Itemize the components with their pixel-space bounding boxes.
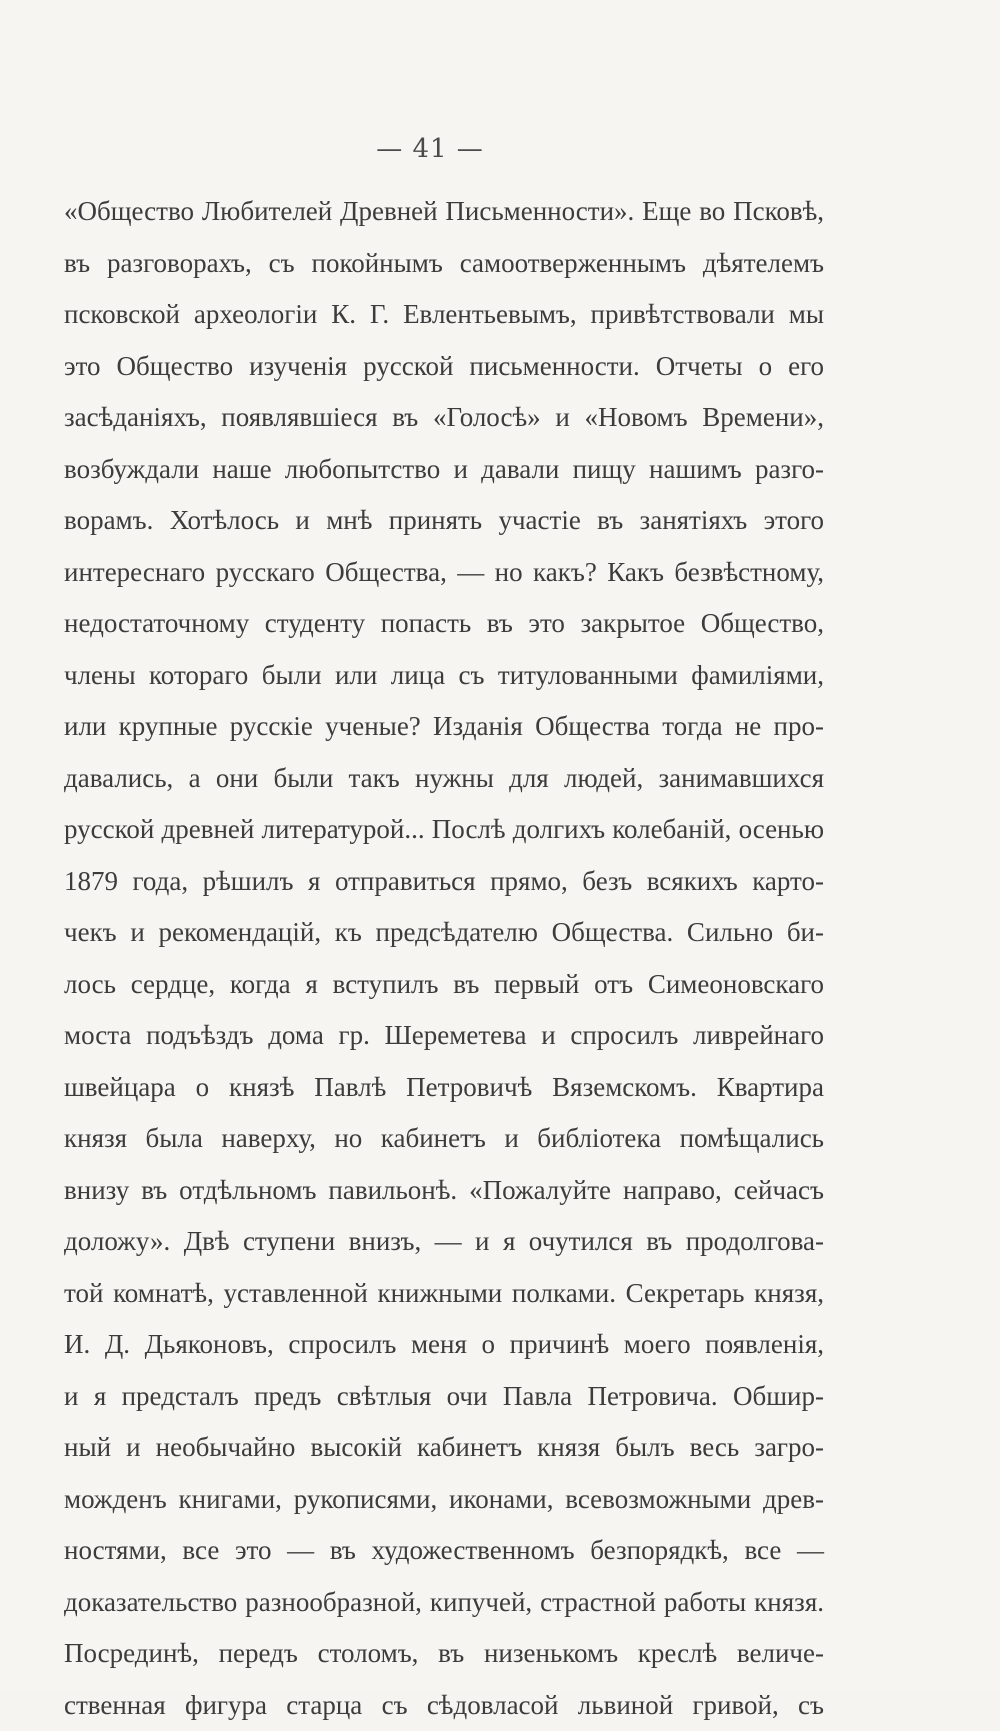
text-line: 1879 года, рѣшилъ я отправиться прямо, безъ всякихъ карто-: [64, 856, 824, 908]
text-line: ностями, все это — въ художественномъ безпорядкѣ, все —: [64, 1525, 824, 1577]
text-line: лось сердце, когда я вступилъ въ первый отъ Симеоновскаго: [64, 959, 824, 1011]
body-text: [64, 186, 824, 1731]
text-line: интереснаго русскаго Общества, — но какъ? Какъ безвѣстному,: [64, 547, 824, 599]
text-line: недостаточному студенту попасть въ это закрытое Общество,: [64, 598, 824, 650]
text-line: И. Д. Дьяконовъ, спросилъ меня о причинѣ моего появленія,: [64, 1319, 824, 1371]
text-line: или крупные русскіе ученые? Изданія Общества тогда не про-: [64, 701, 824, 753]
text-line: засѣданіяхъ, появлявшіеся въ «Голосѣ» и «Новомъ Времени»,: [64, 392, 824, 444]
text-line: внизу въ отдѣльномъ павильонѣ. «Пожалуйте направо, сейчасъ: [64, 1165, 824, 1217]
text-line: русской древней литературой... Послѣ долгихъ колебаній, осенью: [64, 804, 824, 856]
text-line: и я предсталъ предъ свѣтлыя очи Павла Петровича. Обшир-: [64, 1371, 824, 1423]
text-line: давались, а они были такъ нужны для людей, занимавшихся: [64, 753, 824, 805]
text-line: ственная фигура старца съ сѣдовласой львиной гривой, съ: [64, 1680, 824, 1731]
text-line: чекъ и рекомендацій, къ предсѣдателю Общества. Сильно би-: [64, 907, 824, 959]
text-line: возбуждали наше любопытство и давали пищу нашимъ разго-: [64, 444, 824, 496]
text-line: псковской археологіи К. Г. Евлентьевымъ, привѣтствовали мы: [64, 289, 824, 341]
text-line: члены котораго были или лица съ титулованными фамиліями,: [64, 650, 824, 702]
text-line: ворамъ. Хотѣлось и мнѣ принять участіе въ занятіяхъ этого: [64, 495, 824, 547]
page-number: — 41 —: [0, 134, 860, 164]
text-line: «Общество Любителей Древней Письменности». Еще во Псковѣ,: [64, 186, 824, 238]
text-line: князя была наверху, но кабинетъ и библіотека помѣщались: [64, 1113, 824, 1165]
text-line: той комнатѣ, уставленной книжными полками. Секретарь князя,: [64, 1268, 824, 1320]
text-line: доложу». Двѣ ступени внизъ, — и я очутился въ продолгова-: [64, 1216, 824, 1268]
text-line: швейцара о князѣ Павлѣ Петровичѣ Вяземскомъ. Квартира: [64, 1062, 824, 1114]
text-line: можденъ книгами, рукописями, иконами, всевозможными древ-: [64, 1474, 824, 1526]
text-line: это Общество изученія русской письменности. Отчеты о его: [64, 341, 824, 393]
text-line: доказательство разнообразной, кипучей, страстной работы князя.: [64, 1577, 824, 1629]
text-line: въ разговорахъ, съ покойнымъ самоотверженнымъ дѣятелемъ: [64, 238, 824, 290]
text-line: моста подъѣздъ дома гр. Шереметева и спросилъ ливрейнаго: [64, 1010, 824, 1062]
text-line: ный и необычайно высокій кабинетъ князя былъ весь загро-: [64, 1422, 824, 1474]
text-line: Посрединѣ, передъ столомъ, въ низенькомъ креслѣ величе-: [64, 1628, 824, 1680]
